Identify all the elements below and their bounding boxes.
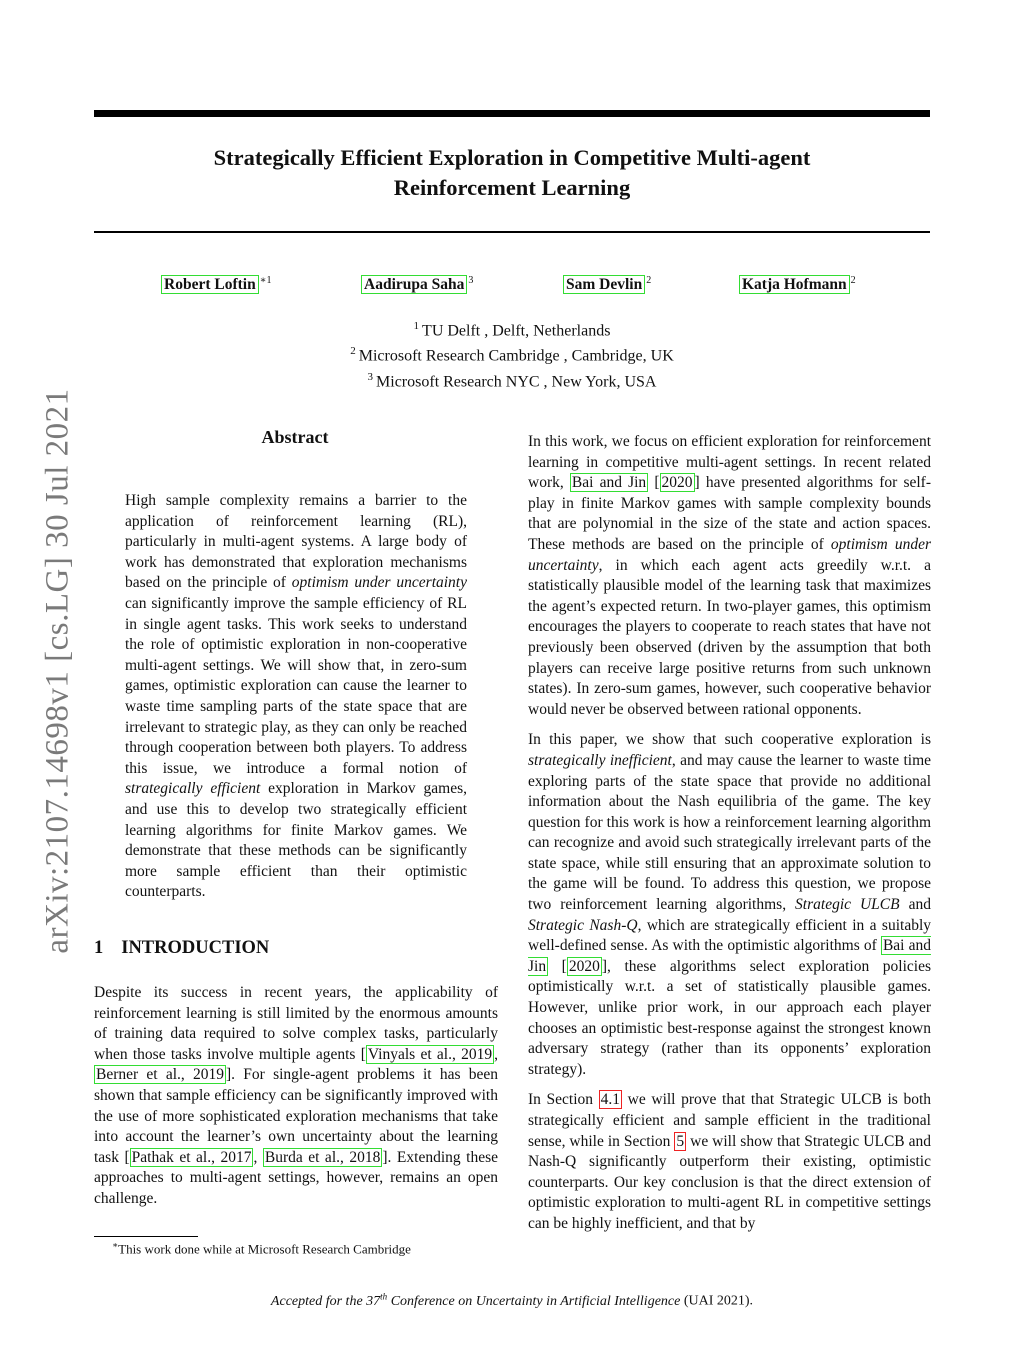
body-text: , which are strategically efficient in a suitably well-defined sense. As with the optimistic algorithms of (528, 916, 932, 955)
author-1[interactable] (161, 275, 272, 294)
affiliation-number: 3 (367, 370, 374, 383)
author-4[interactable] (739, 275, 856, 294)
affiliation-number: 2 (350, 345, 356, 358)
footer-superscript: th (380, 1291, 388, 1301)
title-rule (94, 231, 930, 233)
affiliation-item (94, 341, 930, 366)
abstract-text: High sample complexity remains a barrier to the application of reinforcement learning (RL), particularly in multi-agent systems. A large body of work has demonstrated that exploration mechanisms based on the principle of (125, 492, 467, 592)
body-emphasis: Strategic ULCB (795, 896, 900, 914)
paragraph (528, 432, 931, 720)
citation-link[interactable]: Vinyals et al., 2019 (367, 1045, 493, 1063)
citation-link[interactable]: 2020 (568, 957, 600, 975)
citation-link[interactable]: 2020 (661, 474, 693, 492)
footnote-rule (94, 1236, 198, 1237)
affiliation-text: Microsoft Research Cambridge , Cambridge, UK (358, 347, 674, 365)
author-mark: 2 (646, 275, 652, 286)
body-text: ]. For single-agent problems it has been shown that sample efficiency can be significantly improved with the use of more sophisticated exploration mechanisms that take into account the learner’s own uncertainty about the learning task [ (94, 1066, 498, 1166)
right-column (528, 432, 931, 1235)
body-text: In this paper, we show that such cooperative exploration is (528, 731, 931, 749)
affiliation-number: 1 (413, 320, 420, 332)
section-heading-introduction (94, 938, 269, 959)
body-emphasis: strategically inefficient (528, 751, 672, 769)
body-text: [ (548, 957, 567, 975)
section-title: INTRODUCTION (121, 938, 270, 958)
body-text: In this work, we focus on efficient exploration for reinforcement learning in competitive multi-agent settings. In recent related work, (528, 433, 931, 492)
citation-link[interactable]: Burda et al., 2018 (264, 1148, 381, 1166)
author-name-link[interactable]: Sam Devlin (563, 275, 645, 294)
abstract-text: can significantly improve the sample efficiency of RL in single agent tasks. This work seeks to understand the role of optimistic exploration in non-cooperative multi-agent settings. We will show that, in zero-sum games, optimistic exploration can cause the learner to waste time sampling parts of the state space that are irrelevant to strategic play, as they can only be reached through cooperation between both players. To address this issue, we introduce a formal notion of (125, 594, 467, 777)
body-text: , in which each agent acts greedily w.r.t. a statistically plausible model of the learning task that maximizes the agent’s expected return. In two-player games, this optimism encourages the players to cooperate to reach states that have not previously been observed (driven by the assumption that both players can receive large positive returns from such unknown states). In zero-sum games, however, such cooperative behavior would never be observed between rational opponents. (528, 556, 931, 718)
affiliations (94, 316, 930, 392)
body-text: , (494, 1045, 498, 1063)
body-text: In Section (528, 1091, 599, 1109)
footer-text: (UAI 2021). (680, 1293, 754, 1309)
paragraph (528, 1090, 931, 1234)
body-text: ] have presented algorithms for self-play in finite Markov games with sample complexity bounds that are polynomial in the size of the state and action spaces. These methods are based on the principle of (528, 474, 931, 553)
section-number: 1 (94, 938, 104, 958)
abstract-heading: Abstract (261, 427, 329, 447)
section-reference-link[interactable]: 4.1 (600, 1091, 621, 1109)
footnote-mark: ∗ (112, 1240, 119, 1250)
section-reference-link[interactable]: 5 (676, 1132, 685, 1150)
affiliation-item (94, 367, 930, 392)
author-mark: 2 (850, 275, 856, 286)
footnote (112, 1240, 411, 1257)
body-text: Despite its success in recent years, the applicability of reinforcement learning is still limited by the enormous amounts of training data required to solve complex tasks, particularly when those tasks involve multiple agents [ (94, 984, 498, 1063)
affiliation-text: TU Delft , Delft, Netherlands (422, 322, 611, 340)
body-text: ], these algorithms select exploration policies optimistically w.r.t. a set of statistically plausible games. However, unlike prior work, in our approach each player chooses an optimistic best-response against the strongest known adversary strategy (rather than its opponents’ exploration strategy). (528, 957, 931, 1078)
footer-text: Accepted for the 37 (270, 1293, 381, 1309)
author-name-link[interactable]: Aadirupa Saha (361, 275, 467, 294)
citation-link[interactable]: Bai and Jin (571, 474, 647, 492)
body-text: we will show that Strategic ULCB and Nash-Q significantly outperform their existing, optimistic counterparts. Our key conclusion is that the direct extension of optimistic exploration to multi-agent RL in competitive settings can be highly inefficient, and that by (528, 1132, 932, 1232)
author-3[interactable] (563, 275, 651, 294)
citation-link[interactable]: Pathak et al., 2017 (131, 1148, 252, 1166)
paragraph (528, 730, 931, 1080)
author-mark: ∗1 (259, 275, 272, 286)
abstract-emphasis: strategically efficient (125, 780, 261, 798)
body-text: ]. Extending these approaches to multi-agent settings, however, remains an open challenge. (94, 1148, 498, 1207)
body-text: [ (648, 474, 660, 492)
page-footer (94, 1291, 930, 1310)
body-emphasis: Strategic Nash-Q (528, 916, 638, 934)
body-text: we will prove that that Strategic ULCB is both strategically efficient and sample efficient in the traditional sense, while in Section (528, 1091, 931, 1150)
affiliation-item (94, 316, 930, 341)
abstract-text: exploration in Markov games, and use this to develop two strategically efficient learning algorithms for finite Markov games. We demonstrate that these methods can be significantly more sample efficient than their optimistic counterparts. (125, 780, 468, 901)
title-line-2: Reinforcement Learning (393, 175, 631, 200)
author-name-link[interactable]: Robert Loftin (161, 275, 259, 294)
top-rule (94, 110, 930, 117)
citation-link[interactable]: Berner et al., 2019 (96, 1066, 225, 1084)
footer-text: Conference on Uncertainty in Artificial Intelligence (387, 1293, 681, 1309)
body-emphasis: optimism under uncertainty (528, 535, 931, 574)
footnote-text: This work done while at Microsoft Research Cambridge (118, 1241, 411, 1257)
author-2[interactable] (361, 275, 473, 294)
author-mark: 3 (468, 275, 474, 286)
author-name-link[interactable]: Katja Hofmann (739, 275, 850, 294)
abstract-emphasis: optimism under uncertainty (291, 574, 467, 592)
citation-link[interactable]: Bai and Jin (528, 937, 931, 975)
body-text: , (253, 1148, 263, 1166)
body-text: and (899, 896, 931, 914)
paper-title (94, 143, 930, 203)
abstract-body (125, 491, 467, 903)
title-line-1: Strategically Efficient Exploration in Competitive Multi-agent (213, 145, 811, 170)
affiliation-text: Microsoft Research NYC , New York, USA (376, 372, 657, 390)
introduction-body (94, 983, 498, 1210)
arxiv-identifier: arXiv:2107.14698v1 [cs.LG] 30 Jul 2021 (39, 388, 76, 954)
body-text: , and may cause the learner to waste time exploring parts of the state space that provide no additional information about the Nash equilibria of the game. The key question for this work is how a reinforcement learning algorithm can recognize and avoid such strategically irrelevant parts of the state space, while still ensuring that an approximate solution to the game will be found. To address this question, we propose two reinforcement learning algorithms, (528, 751, 932, 914)
